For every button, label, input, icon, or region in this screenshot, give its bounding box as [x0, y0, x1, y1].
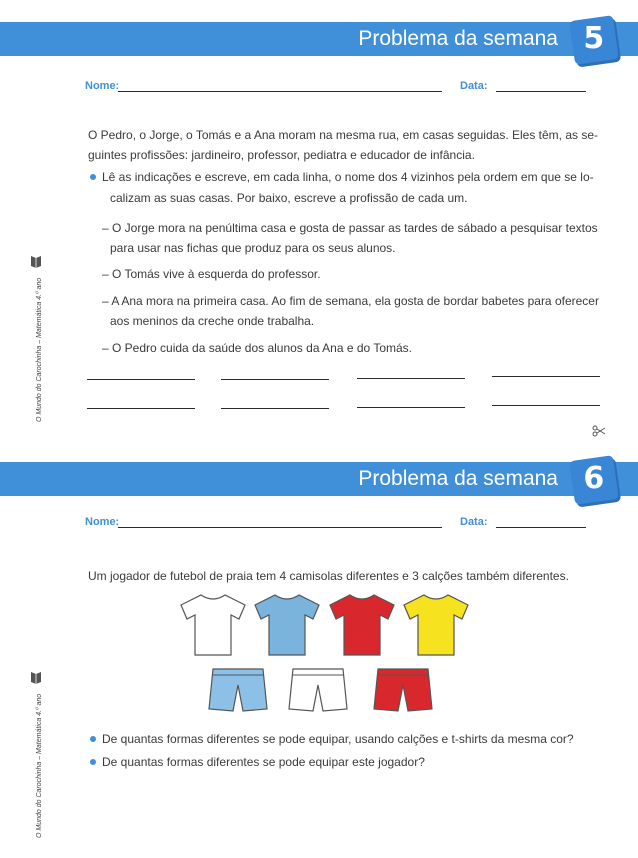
- yellow-shirt-icon: [402, 593, 470, 657]
- task-line: calizam as suas casas. Por baixo, escreve a profissão de cada um.: [110, 191, 468, 205]
- clue-line: – O Jorge mora na penúltima casa e gosta de passar as tardes de sábado a pesquisar textos: [102, 221, 598, 235]
- side-credit: O Mundo do Carochinha – Matemática 4.º ano: [36, 693, 43, 838]
- answer-profession-line[interactable]: [357, 407, 465, 408]
- intro-line: O Pedro, o Jorge, o Tomás e a Ana moram na mesma rua, em casas seguidas. Eles têm, as se-: [88, 128, 599, 142]
- page-title: Problema da semana: [358, 27, 558, 50]
- answer-profession-line[interactable]: [221, 408, 329, 409]
- answer-profession-line[interactable]: [87, 408, 195, 409]
- clue-line: – A Ana mora na primeira casa. Ao fim de semana, ela gosta de bordar babetes para oferecer: [102, 294, 599, 308]
- side-credit: O Mundo do Carochinha – Matemática 4.º ano: [36, 277, 43, 422]
- intro-line: Um jogador de futebol de praia tem 4 camisolas diferentes e 3 calções também diferentes.: [88, 569, 569, 583]
- answer-name-line[interactable]: [87, 379, 195, 380]
- problem-number: 5: [583, 21, 605, 57]
- white-shorts-icon: [287, 667, 349, 713]
- clue-line: para usar nas fichas que produz para os seus alunos.: [110, 241, 396, 255]
- answer-name-line[interactable]: [357, 378, 465, 379]
- red-shirt-icon: [328, 593, 396, 657]
- question-line: De quantas formas diferentes se pode equipar, usando calções e t-shirts da mesma cor?: [102, 732, 574, 746]
- white-shirt-icon: [179, 593, 247, 657]
- clue-line: aos meninos da creche onde trabalha.: [110, 314, 315, 328]
- answer-name-line[interactable]: [492, 376, 600, 377]
- page-title: Problema da semana: [358, 467, 558, 490]
- problem-number-badge: [569, 15, 619, 65]
- date-label: Data:: [460, 80, 488, 92]
- blue-shirt-icon: [253, 593, 321, 657]
- intro-line: guintes profissões: jardineiro, professor, pediatra e educador de infância.: [88, 148, 475, 162]
- header-band-problem-6: [0, 462, 638, 496]
- bullet-icon: [90, 759, 96, 765]
- bullet-icon: [90, 174, 96, 180]
- answer-profession-line[interactable]: [492, 405, 600, 406]
- header-band-problem-5: [0, 22, 638, 56]
- question-line: De quantas formas diferentes se pode equipar este jogador?: [102, 755, 425, 769]
- date-field[interactable]: [496, 91, 586, 92]
- name-field[interactable]: [118, 527, 442, 528]
- clue-line: – O Pedro cuida da saúde dos alunos da Ana e do Tomás.: [102, 341, 412, 355]
- answer-name-line[interactable]: [221, 379, 329, 380]
- task-line: Lê as indicações e escreve, em cada linha, o nome dos 4 vizinhos pela ordem em que se lo-: [102, 170, 594, 184]
- red-shorts-icon: [372, 667, 434, 713]
- scissors-icon: [592, 424, 606, 438]
- clue-line: – O Tomás vive à esquerda do professor.: [102, 267, 321, 281]
- problem-number: 6: [583, 461, 605, 497]
- date-label: Data:: [460, 516, 488, 528]
- blue-shorts-icon: [207, 667, 269, 713]
- problem-number-badge: [569, 455, 619, 505]
- book-logo-icon: [30, 254, 42, 268]
- name-field[interactable]: [118, 91, 442, 92]
- book-logo-icon: [30, 670, 42, 684]
- date-field[interactable]: [496, 527, 586, 528]
- bullet-icon: [90, 736, 96, 742]
- name-label: Nome:: [85, 516, 120, 528]
- name-label: Nome:: [85, 80, 120, 92]
